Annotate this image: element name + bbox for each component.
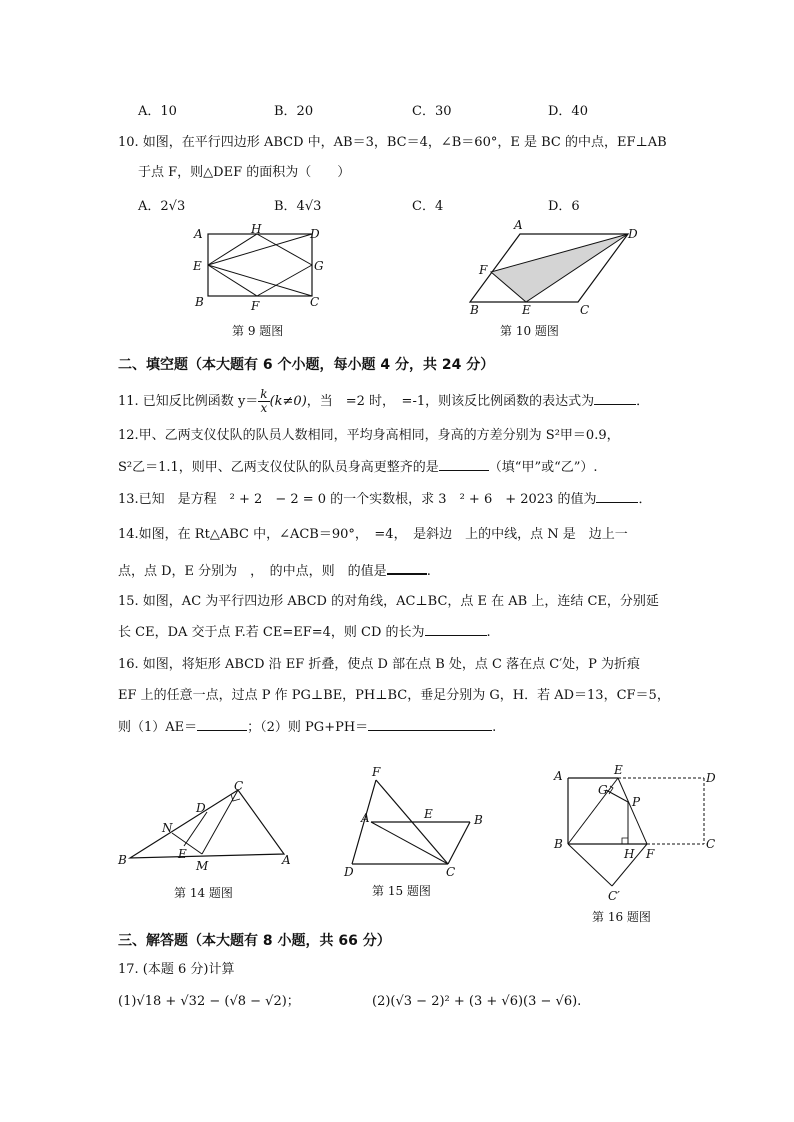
q10-line2: 于点 F，则△DEF 的面积为（ ）: [138, 165, 351, 180]
fig14-label-e: E: [178, 847, 187, 861]
q9-choice-d: D．40: [548, 104, 588, 119]
q10-line1: 10. 如图，在平行四边形 ABCD 中，AB＝3，BC＝4，∠B＝60°，E 是 BC 的中点，EF⊥AB: [118, 135, 667, 150]
q15-line2: 长 CE，DA 交于点 F.若 CE=EF=4，则 CD 的长为 .: [118, 625, 491, 640]
fig9-label-a: A: [194, 227, 203, 241]
fig14-label-d: D: [196, 801, 206, 815]
q15-line1: 15. 如图，AC 为平行四边形 ABCD 的对角线，AC⊥BC，点 E 在 AB 上，连结 CE，分别延: [118, 594, 659, 609]
figure-15: [340, 766, 490, 882]
fig9-label-g: G: [314, 259, 324, 273]
fig9-label-d: D: [310, 227, 320, 241]
fig14-label-c: C: [234, 779, 244, 793]
fig9-label-h: H: [251, 222, 262, 236]
q16-line2: EF 上的任意一点，过点 P 作 PG⊥BE，PH⊥BC，垂足分别为 G，H．若 AD＝13，CF＝5，: [118, 688, 670, 703]
fig9-label-b: B: [195, 295, 204, 309]
q16-line1: 16. 如图，将矩形 ABCD 沿 EF 折叠，使点 D 部在点 B 处，点 C 落在点 C′处，P 为折痕: [118, 657, 641, 672]
q10-choice-c: C．4: [412, 199, 444, 214]
fig16-label-g: G: [598, 783, 608, 797]
fig10-label-d: D: [628, 227, 638, 241]
fig10-label-b: B: [470, 303, 479, 317]
section-3-heading: 三、解答题（本大题有 8 小题，共 66 分）: [118, 933, 391, 949]
fig10-label-f: F: [479, 263, 488, 277]
fig10-label-e: E: [522, 303, 531, 317]
fig10-caption: 第 10 题图: [500, 324, 559, 338]
figure-9: [188, 224, 328, 316]
q9-choice-b: B．20: [274, 104, 314, 119]
fig16-label-p: P: [632, 795, 641, 809]
fig15-label-f: F: [372, 765, 381, 779]
figure-16: [550, 764, 730, 904]
q12-line2: S²乙＝1.1，则甲、乙两支仪仗队的队员身高更整齐的是 （填“甲”或“乙”）.: [118, 460, 598, 475]
fig15-label-b: B: [474, 813, 483, 827]
q14-line1: 14.如图，在 Rt△ABC 中，∠ACB＝90°， =4， 是斜边 上的中线，点 N 是 边上一: [118, 527, 628, 542]
fig15-label-e: E: [424, 807, 433, 821]
q9-choice-a: A．10: [138, 104, 177, 119]
fig15-caption: 第 15 题图: [372, 884, 431, 898]
q10-choice-d: D．6: [548, 199, 580, 214]
q12-line1: 12.甲、乙两支仪仗队的队员人数相同，平均身高相同，身高的方差分别为 S²甲＝0.9，: [118, 428, 620, 443]
fig10-label-a: A: [514, 218, 523, 232]
fig15-label-c: C: [446, 865, 456, 879]
fig14-label-a: A: [282, 853, 291, 867]
fig16-label-c: C: [706, 837, 716, 851]
q17-title: 17. (本题 6 分)计算: [118, 962, 235, 977]
q10-choice-a: A．2√3: [138, 199, 186, 214]
fig14-label-m: M: [196, 859, 209, 873]
fig16-label-h: H: [624, 847, 635, 861]
q16-line3: 则（1）AE＝ ；（2）则 PG+PH＝ .: [118, 720, 497, 735]
q17-part1: (1)√18 + √32 − (√8 − √2)；: [118, 994, 300, 1009]
fig16-label-c-prime: C′: [608, 889, 620, 903]
fig16-label-e: E: [614, 763, 623, 777]
fig16-label-a: A: [554, 769, 563, 783]
fig10-label-c: C: [580, 303, 590, 317]
section-2-heading: 二、填空题（本大题有 6 个小题，每小题 4 分，共 24 分）: [118, 357, 495, 373]
fig9-label-c: C: [310, 295, 320, 309]
fig16-caption: 第 16 题图: [592, 910, 651, 924]
q14-line2: 点，点 D，E 分别为 ， 的中点，则 的值是 .: [118, 561, 431, 580]
fig14-label-n: N: [162, 821, 173, 835]
fig14-caption: 第 14 题图: [174, 886, 233, 900]
q11: 11. 已知反比例函数 y＝ $\frac{k}{x}$ (k≠0)，当 =2 时， =-1，则该反比例函数的表达式为 ．: [118, 387, 650, 415]
figure-14: [116, 779, 296, 873]
fig16-label-f: F: [646, 847, 655, 861]
q10-choice-b: B．4√3: [274, 199, 322, 214]
fig14-label-b: B: [118, 853, 127, 867]
fig16-label-b: B: [554, 837, 563, 851]
q9-choice-c: C．30: [412, 104, 452, 119]
fig9-label-e: E: [193, 259, 202, 273]
fig9-caption: 第 9 题图: [232, 324, 284, 338]
figure-10: [466, 218, 646, 318]
fig15-label-d: D: [344, 865, 354, 879]
q17-part2: (2)(√3 − 2)² + (3 + √6)(3 − √6).: [372, 994, 582, 1009]
fig9-label-f: F: [251, 299, 260, 313]
fig15-label-a: A: [361, 811, 370, 825]
q13: 13.已知 是方程 ² + 2 − 2 = 0 的一个实数根，求 3 ² + 6 + 2023 的值为 ．: [118, 492, 652, 507]
fig16-label-d: D: [706, 771, 716, 785]
